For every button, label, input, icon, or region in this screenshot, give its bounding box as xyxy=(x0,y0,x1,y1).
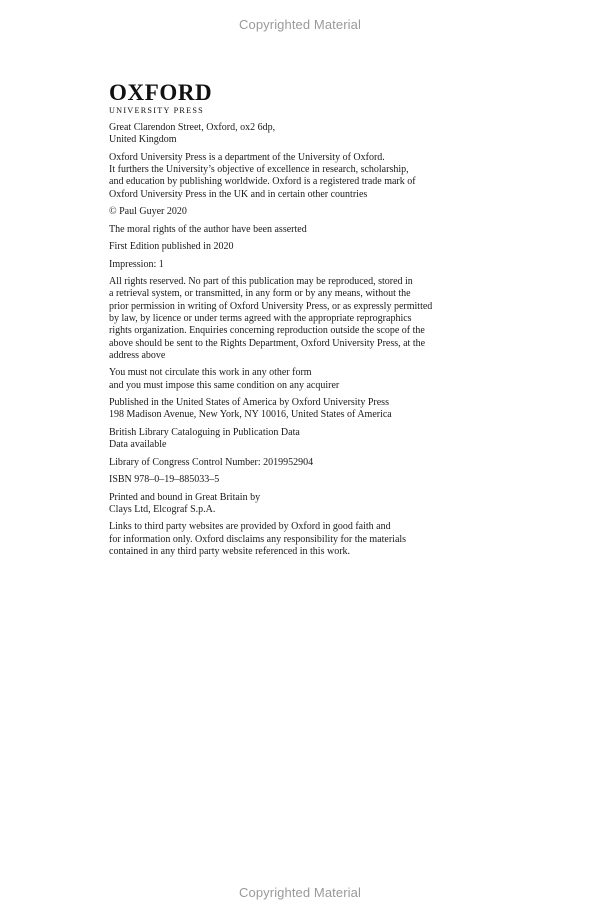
isbn xyxy=(109,474,489,486)
moral-rights-line: The moral rights of the author have been asserted xyxy=(109,223,307,235)
copyright-notice xyxy=(109,206,489,218)
rights-line: prior permission in writing of Oxford University Press, or as expressly permitted xyxy=(109,300,433,312)
circulation-paragraph xyxy=(109,367,489,392)
printer-paragraph xyxy=(109,492,489,517)
edition-statement xyxy=(109,241,489,253)
british-library-paragraph xyxy=(109,427,489,452)
printer-line: Clays Ltd, Elcograf S.p.A. xyxy=(109,503,216,515)
about-line: It furthers the University’s objective of excellence in research, scholarship, xyxy=(109,164,409,176)
loc-line: Library of Congress Control Number: 2019952904 xyxy=(109,456,314,468)
links-line: Links to third party websites are provided by Oxford in good faith and xyxy=(109,521,391,533)
copyright-line: © Paul Guyer 2020 xyxy=(109,206,187,218)
publisher-subtitle: UNIVERSITY PRESS xyxy=(109,106,204,115)
address-country: United Kingdom xyxy=(109,134,177,146)
publisher-logo xyxy=(109,80,213,116)
about-line: Oxford University Press is a department of the University of Oxford. xyxy=(109,151,385,163)
circulation-line: and you must impose this same condition on any acquirer xyxy=(109,379,340,391)
printer-line: Printed and bound in Great Britain by xyxy=(109,491,261,503)
circulation-line: You must not circulate this work in any other form xyxy=(109,367,312,379)
impression-line: Impression: 1 xyxy=(109,258,164,270)
isbn-line: ISBN 978–0–19–885033–5 xyxy=(109,474,220,486)
rights-line: by law, by licence or under terms agreed with the appropriate reprographics xyxy=(109,312,412,324)
us-publication-line: Published in the United States of America by Oxford University Press xyxy=(109,397,389,409)
third-party-links-paragraph xyxy=(109,521,489,558)
links-line: for information only. Oxford disclaims any responsibility for the materials xyxy=(109,533,407,545)
links-line: contained in any third party website referenced in this work. xyxy=(109,546,351,558)
publisher-name: OXFORD xyxy=(109,80,213,105)
about-line: Oxford University Press in the UK and in certain other countries xyxy=(109,188,368,200)
rights-line: above should be sent to the Rights Department, Oxford University Press, at the xyxy=(109,337,426,349)
about-line: and education by publishing worldwide. Oxford is a registered trade mark of xyxy=(109,176,416,188)
copyright-page-text xyxy=(109,122,489,564)
us-publication-paragraph xyxy=(109,397,489,422)
about-paragraph xyxy=(109,152,489,201)
edition-line: First Edition published in 2020 xyxy=(109,241,234,253)
copyright-watermark-bottom: Copyrighted Material xyxy=(239,885,361,900)
copyright-watermark-top: Copyrighted Material xyxy=(239,17,361,32)
rights-paragraph xyxy=(109,276,489,362)
rights-line: rights organization. Enquiries concerning reproduction outside the scope of the xyxy=(109,325,425,337)
impression-statement xyxy=(109,259,489,271)
british-library-line: British Library Cataloguing in Publication Data xyxy=(109,426,300,438)
moral-rights xyxy=(109,224,489,236)
rights-line: address above xyxy=(109,349,166,361)
british-library-line: Data available xyxy=(109,439,167,451)
loc-control-number xyxy=(109,457,489,469)
address-block xyxy=(109,122,489,147)
us-publication-line: 198 Madison Avenue, New York, NY 10016, United States of America xyxy=(109,409,392,421)
rights-line: a retrieval system, or transmitted, in any form or by any means, without the xyxy=(109,288,411,300)
address-street: Great Clarendon Street, Oxford, ox2 6dp, xyxy=(109,122,276,133)
rights-line: All rights reserved. No part of this publication may be reproduced, stored in xyxy=(109,276,413,288)
